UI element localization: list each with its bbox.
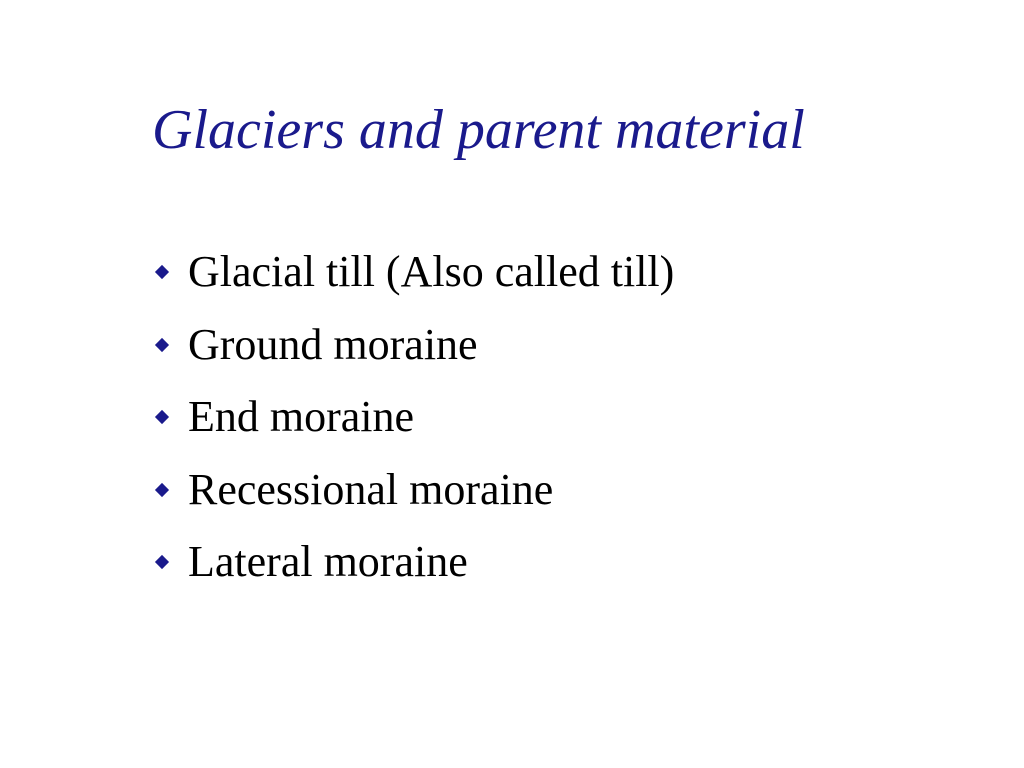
bullet-text: Ground moraine <box>188 319 478 369</box>
diamond-bullet-icon <box>155 265 169 279</box>
bullet-item-lateral-moraine <box>152 526 674 599</box>
bullet-item-glacial-till <box>152 236 674 309</box>
bullet-text: End moraine <box>188 392 415 442</box>
bullet-text: Lateral moraine <box>188 537 468 587</box>
diamond-bullet-icon <box>155 338 169 352</box>
bullet-item-end-moraine <box>152 381 674 454</box>
diamond-bullet-icon <box>155 410 169 424</box>
bullet-item-ground-moraine <box>152 309 674 382</box>
slide-title: Glaciers and parent material <box>152 99 805 161</box>
diamond-bullet-icon <box>155 555 169 569</box>
bullet-item-recessional-moraine <box>152 454 674 527</box>
bullet-text: Glacial till (Also called till) <box>188 247 675 297</box>
bullet-list <box>152 236 674 599</box>
diamond-bullet-icon <box>155 483 169 497</box>
bullet-text: Recessional moraine <box>188 464 554 514</box>
